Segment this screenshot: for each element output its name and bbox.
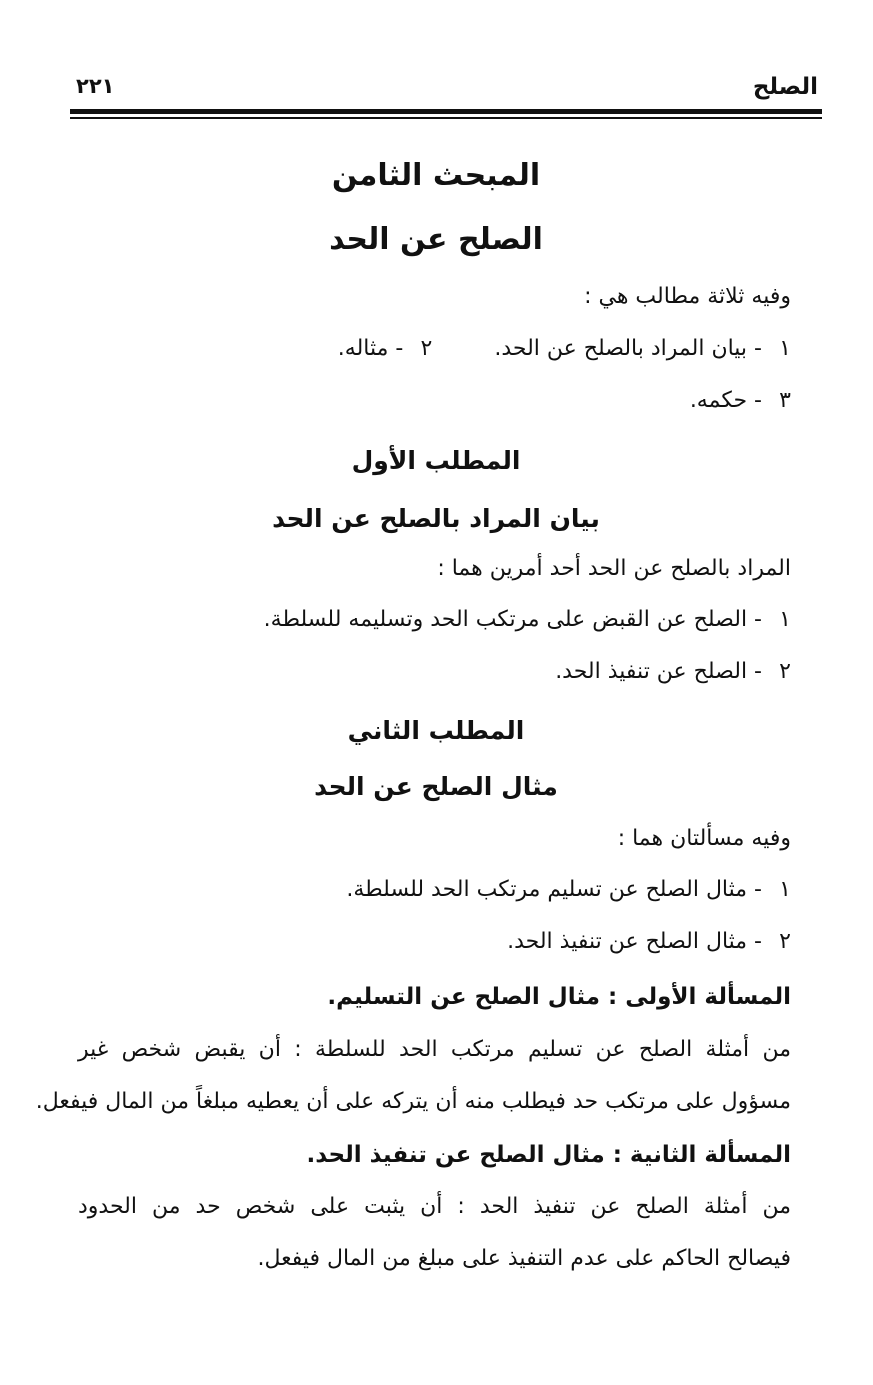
page-number: ٢٢١ (76, 74, 115, 98)
matlab2-subtitle: مثال الصلح عن الحد (314, 772, 558, 801)
item-text: - حكمه. (689, 388, 762, 413)
section-title: المبحث الثامن (331, 158, 541, 193)
masala2-title: المسألة الثانية : مثال الصلح عن تنفيذ الحد. (306, 1142, 791, 1168)
masala1-title: المسألة الأولى : مثال الصلح عن التسليم. (327, 984, 791, 1010)
item-text: - الصلح عن القبض على مرتكب الحد وتسليمه للسلطة. (263, 607, 762, 632)
matlab2-title: المطلب الثاني (347, 716, 525, 745)
item-number: ٢ (420, 336, 433, 361)
item-text: - مثال الصلح عن تسليم مرتكب الحد للسلطة. (346, 877, 762, 902)
masala1-line-1: من أمثلة الصلح عن تسليم مرتكب الحد للسلطة : أن يقبض شخص غير (78, 1037, 791, 1062)
list-item (78, 388, 791, 413)
item-text: - مثال الصلح عن تنفيذ الحد. (507, 929, 762, 954)
item-number: ١ (779, 336, 791, 361)
section-subtitle: الصلح عن الحد (329, 222, 543, 257)
item-number: ١ (779, 877, 791, 902)
running-header-title: الصلح (752, 74, 818, 100)
masala2-line-1: من أمثلة الصلح عن تنفيذ الحد : أن يثبت على شخص حد من الحدود (78, 1194, 791, 1219)
list-item (78, 929, 791, 954)
running-header (70, 66, 822, 110)
masala2-line-2: فيصالح الحاكم على عدم التنفيذ على مبلغ من المال فيفعل. (257, 1246, 791, 1271)
item-number: ٢ (779, 929, 791, 954)
matlab1-subtitle: بيان المراد بالصلح عن الحد (272, 504, 600, 533)
list-item (78, 877, 791, 902)
masala1-line-2: مسؤول على مرتكب حد فيطلب منه أن يتركه على أن يعطيه مبلغاً من المال فيفعل. (35, 1089, 791, 1114)
header-rule-thick (70, 109, 822, 114)
item-text: - الصلح عن تنفيذ الحد. (555, 659, 762, 684)
list-item (78, 607, 791, 632)
item-number: ٢ (779, 659, 791, 684)
header-rule-thin (70, 117, 822, 119)
matlab1-intro: المراد بالصلح عن الحد أحد أمرين هما : (437, 556, 791, 581)
matlab2-intro: وفيه مسألتان هما : (617, 826, 791, 851)
list-item (78, 659, 791, 684)
item-number: ١ (779, 607, 791, 632)
section-intro: وفيه ثلاثة مطالب هي : (584, 284, 791, 309)
matlab1-title: المطلب الأول (351, 446, 521, 475)
item-text: - بيان المراد بالصلح عن الحد. (494, 336, 762, 361)
item-number: ٣ (779, 388, 791, 413)
section-items-row (78, 336, 791, 361)
item-text: - مثاله. (337, 336, 404, 361)
